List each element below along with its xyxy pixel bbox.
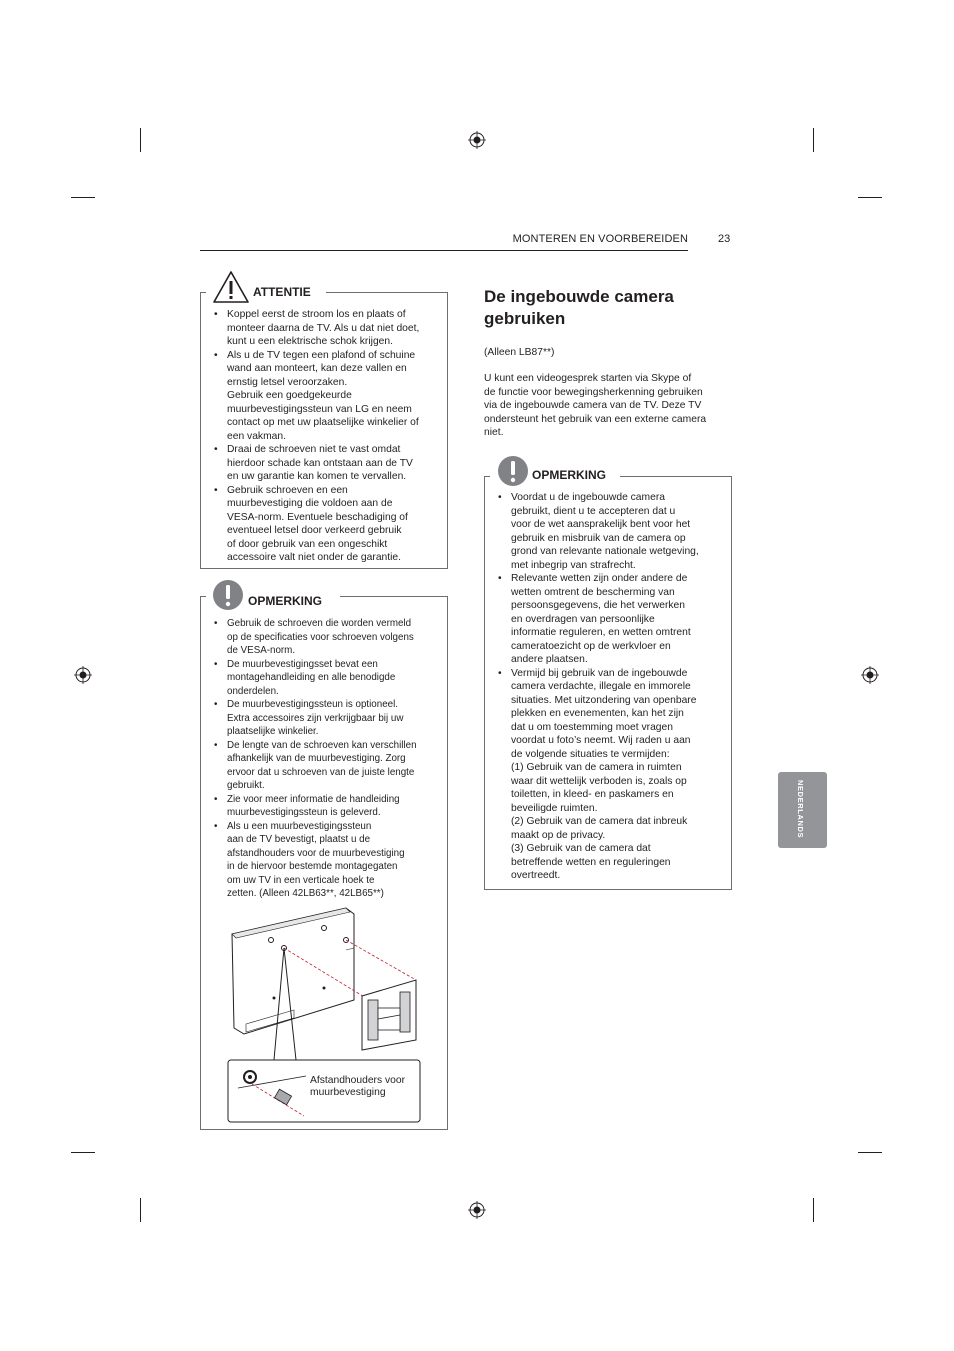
list-item-line: (1) Gebruik van de camera in ruimten (511, 762, 682, 773)
crop-mark (71, 1152, 95, 1153)
warning-triangle-icon (212, 270, 250, 304)
list-item (213, 308, 443, 349)
list-item-line: • Zie voor meer informatie de handleiding (227, 793, 400, 805)
exclamation-circle-icon (497, 455, 529, 487)
list-item-line: • Gebruik de schroeven die worden vermeld (227, 618, 412, 629)
registration-mark-icon (861, 666, 879, 684)
section-heading-line: gebruiken (484, 309, 566, 328)
crop-mark (813, 128, 814, 152)
list-item-line: situaties. Met uitzondering van openbare (511, 694, 697, 706)
list-item-line: met inbegrip van strafrecht. (511, 559, 636, 571)
list-item-line: wand aan monteert, kan deze vallen en (227, 363, 407, 374)
list-item (497, 491, 727, 572)
section-heading-line: De ingebouwde camera (484, 287, 674, 306)
list-item-line: maakt op de privacy. (511, 829, 606, 841)
intro-paragraph (484, 372, 734, 440)
list-item-line: camera verdachte, illegale en immorele (511, 681, 691, 692)
list-item-line: een vakman. (227, 430, 286, 442)
intro-line: de functie voor bewegingsherkenning gebruiken (484, 386, 703, 398)
language-tab-label: NEDERLANDS (796, 780, 805, 839)
list-item-line: • Gebruik schroeven en een (227, 484, 348, 496)
list-item-line: voordat u foto’s neemt. Wij raden u aan (511, 735, 691, 746)
list-item-line: kunt u een elektrische schok krijgen. (227, 336, 393, 347)
header-section-title: MONTEREN EN VOORBEREIDEN (512, 233, 688, 245)
opmerking-left-list (213, 617, 443, 901)
list-item-line: ernstig letsel veroorzaken. (227, 376, 348, 388)
list-item-line: overtreedt. (511, 870, 561, 881)
list-item-line: en overdragen van persoonlijke (511, 613, 655, 625)
list-item (213, 617, 443, 658)
crop-mark (140, 128, 141, 152)
list-item-line: • De lengte van de schroeven kan verschillen (227, 739, 417, 751)
list-item-line: andere plaatsen. (511, 654, 588, 665)
list-item-line: contact op met uw plaatselijke winkelier of (227, 417, 419, 428)
list-item-line: toiletten, in kleed- en paskamers en (511, 789, 674, 800)
list-item-line: • Als u een muurbevestigingssteun (227, 820, 372, 832)
registration-mark-icon (74, 666, 92, 684)
list-item-line: monteer daarna de TV. Als u dat niet doet, (227, 322, 420, 334)
opmerking-right-title: OPMERKING (532, 468, 607, 482)
list-item-line: om uw TV in een verticale hoek te (227, 874, 375, 886)
list-item-line: • Voordat u de ingebouwde camera (511, 492, 665, 503)
list-item-line: de volgende situaties te vermijden: (511, 748, 670, 760)
list-item-line: eventueel letsel door verkeerd gebruik (227, 525, 402, 536)
crop-mark (813, 1198, 814, 1222)
list-item-line: cameratoezicht op de werkvloer en (511, 640, 671, 652)
list-item-line: informatie reguleren, en wetten omtrent (511, 627, 691, 638)
list-item-line: gebruikt. (227, 780, 265, 791)
list-item-line: persoonsgegevens, die het verwerken (511, 600, 686, 611)
registration-mark-icon (468, 1201, 486, 1219)
exclamation-circle-icon (212, 579, 244, 611)
list-item-line: of door gebruik van een ongeschikt (227, 538, 388, 550)
list-item-line: VESA-norm. Eventuele beschadiging of (227, 511, 408, 523)
intro-line: ondersteunt het gebruik van een externe camera (484, 413, 707, 425)
intro-line: via de ingebouwde camera van de TV. Deze TV (484, 400, 702, 411)
list-item-line: • Relevante wetten zijn onder andere de (511, 573, 688, 584)
list-item-line: en uw garantie kan komen te vervallen. (227, 471, 407, 482)
crop-mark (858, 197, 882, 198)
list-item-line: • De muurbevestigingssteun is optioneel. (227, 699, 399, 710)
list-item-line: afstandhouders voor de muurbevestiging (227, 847, 405, 859)
list-item-line: muurbevestigingssteun van LG en neem (227, 403, 412, 415)
language-tab (778, 772, 827, 848)
opmerking-right-list (497, 491, 727, 883)
list-item-line: wetten omtrent de bescherming van (511, 586, 675, 598)
model-note: (Alleen LB87**) (484, 347, 555, 358)
registration-mark-icon (468, 131, 486, 149)
list-item-line: (3) Gebruik van de camera dat (511, 843, 651, 854)
list-item-line: • Vermijd bij gebruik van de ingebouwde (511, 667, 688, 679)
list-item (213, 820, 443, 901)
list-item (213, 484, 443, 565)
list-item (213, 739, 443, 793)
intro-line: U kunt een videogesprek starten via Skype of (484, 373, 692, 384)
list-item-line: betreffende wetten en reguleringen (511, 856, 671, 868)
opmerking-left-title: OPMERKING (248, 594, 323, 608)
list-item-line: Gebruik een goedgekeurde (227, 390, 352, 401)
list-item-line: plekken en evenementen, kan het zijn (511, 708, 684, 719)
list-item-line: muurbevestigingssteun is geleverd. (227, 807, 381, 818)
crop-mark (140, 1198, 141, 1222)
attentie-list (213, 308, 443, 565)
list-item-line: plaatselijke winkelier. (227, 726, 319, 737)
list-item-line: de VESA-norm. (227, 645, 296, 656)
figure-label-line: Afstandhouders voor (310, 1075, 406, 1086)
list-item-line: (2) Gebruik van de camera dat inbreuk (511, 816, 688, 827)
list-item-line: afhankelijk van de muurbevestiging. Zorg (227, 753, 406, 764)
attentie-title: ATTENTIE (253, 285, 311, 299)
crop-mark (71, 197, 95, 198)
list-item-line: accessoire valt niet onder de garantie. (227, 552, 402, 563)
list-item-line: op de specificaties voor schroeven volgens (227, 631, 414, 643)
list-item-line: zetten. (Alleen 42LB63**, 42LB65**) (227, 888, 384, 899)
list-item-line: onderdelen. (227, 685, 279, 697)
page-number: 23 (718, 233, 731, 245)
list-item-line: • Draai de schroeven niet te vast omdat (227, 444, 401, 455)
crop-mark (858, 1152, 882, 1153)
list-item (497, 667, 727, 883)
list-item (213, 698, 443, 739)
list-item (213, 443, 443, 484)
list-item-line: dat u om toestemming moet vragen (511, 721, 673, 733)
figure-label-line: muurbevestiging (310, 1086, 386, 1098)
list-item (497, 572, 727, 667)
list-item-line: montagehandleiding en alle benodigde (227, 672, 396, 683)
list-item-line: Extra accessoires zijn verkrijgbaar bij uw (227, 712, 404, 724)
list-item-line: gebruikt, dient u te accepteren dat u (511, 505, 676, 517)
list-item-line: in de hiervoor bestemde montagegaten (227, 861, 398, 872)
list-item-line: voor de wet aansprakelijk bent voor het (511, 519, 691, 530)
list-item-line: hierdoor schade kan ontstaan aan de TV (227, 457, 413, 469)
list-item-line: ervoor dat u schroeven van de juiste lengte (227, 766, 415, 778)
list-item (213, 793, 443, 820)
list-item-line: waar dit wettelijk verboden is, zoals op (511, 775, 687, 787)
list-item-line: aan de TV bevestigt, plaatst u de (227, 834, 371, 845)
list-item-line: • Als u de TV tegen een plafond of schuine (227, 349, 416, 361)
figure-label (310, 1075, 405, 1098)
list-item (213, 349, 443, 444)
intro-line: niet. (484, 427, 504, 438)
header-rule (200, 250, 688, 251)
list-item-line: muurbevestiging die voldoen aan de (227, 498, 393, 509)
list-item-line: gebruik en misbruik van de camera op (511, 532, 686, 544)
list-item-line: beveiligde ruimten. (511, 802, 598, 814)
section-heading (484, 286, 674, 330)
list-item-line: grond van relevante nationale wetgeving, (511, 546, 699, 557)
list-item-line: • De muurbevestigingsset bevat een (227, 658, 378, 670)
list-item-line: • Koppel eerst de stroom los en plaats of (227, 309, 406, 320)
list-item (213, 658, 443, 699)
